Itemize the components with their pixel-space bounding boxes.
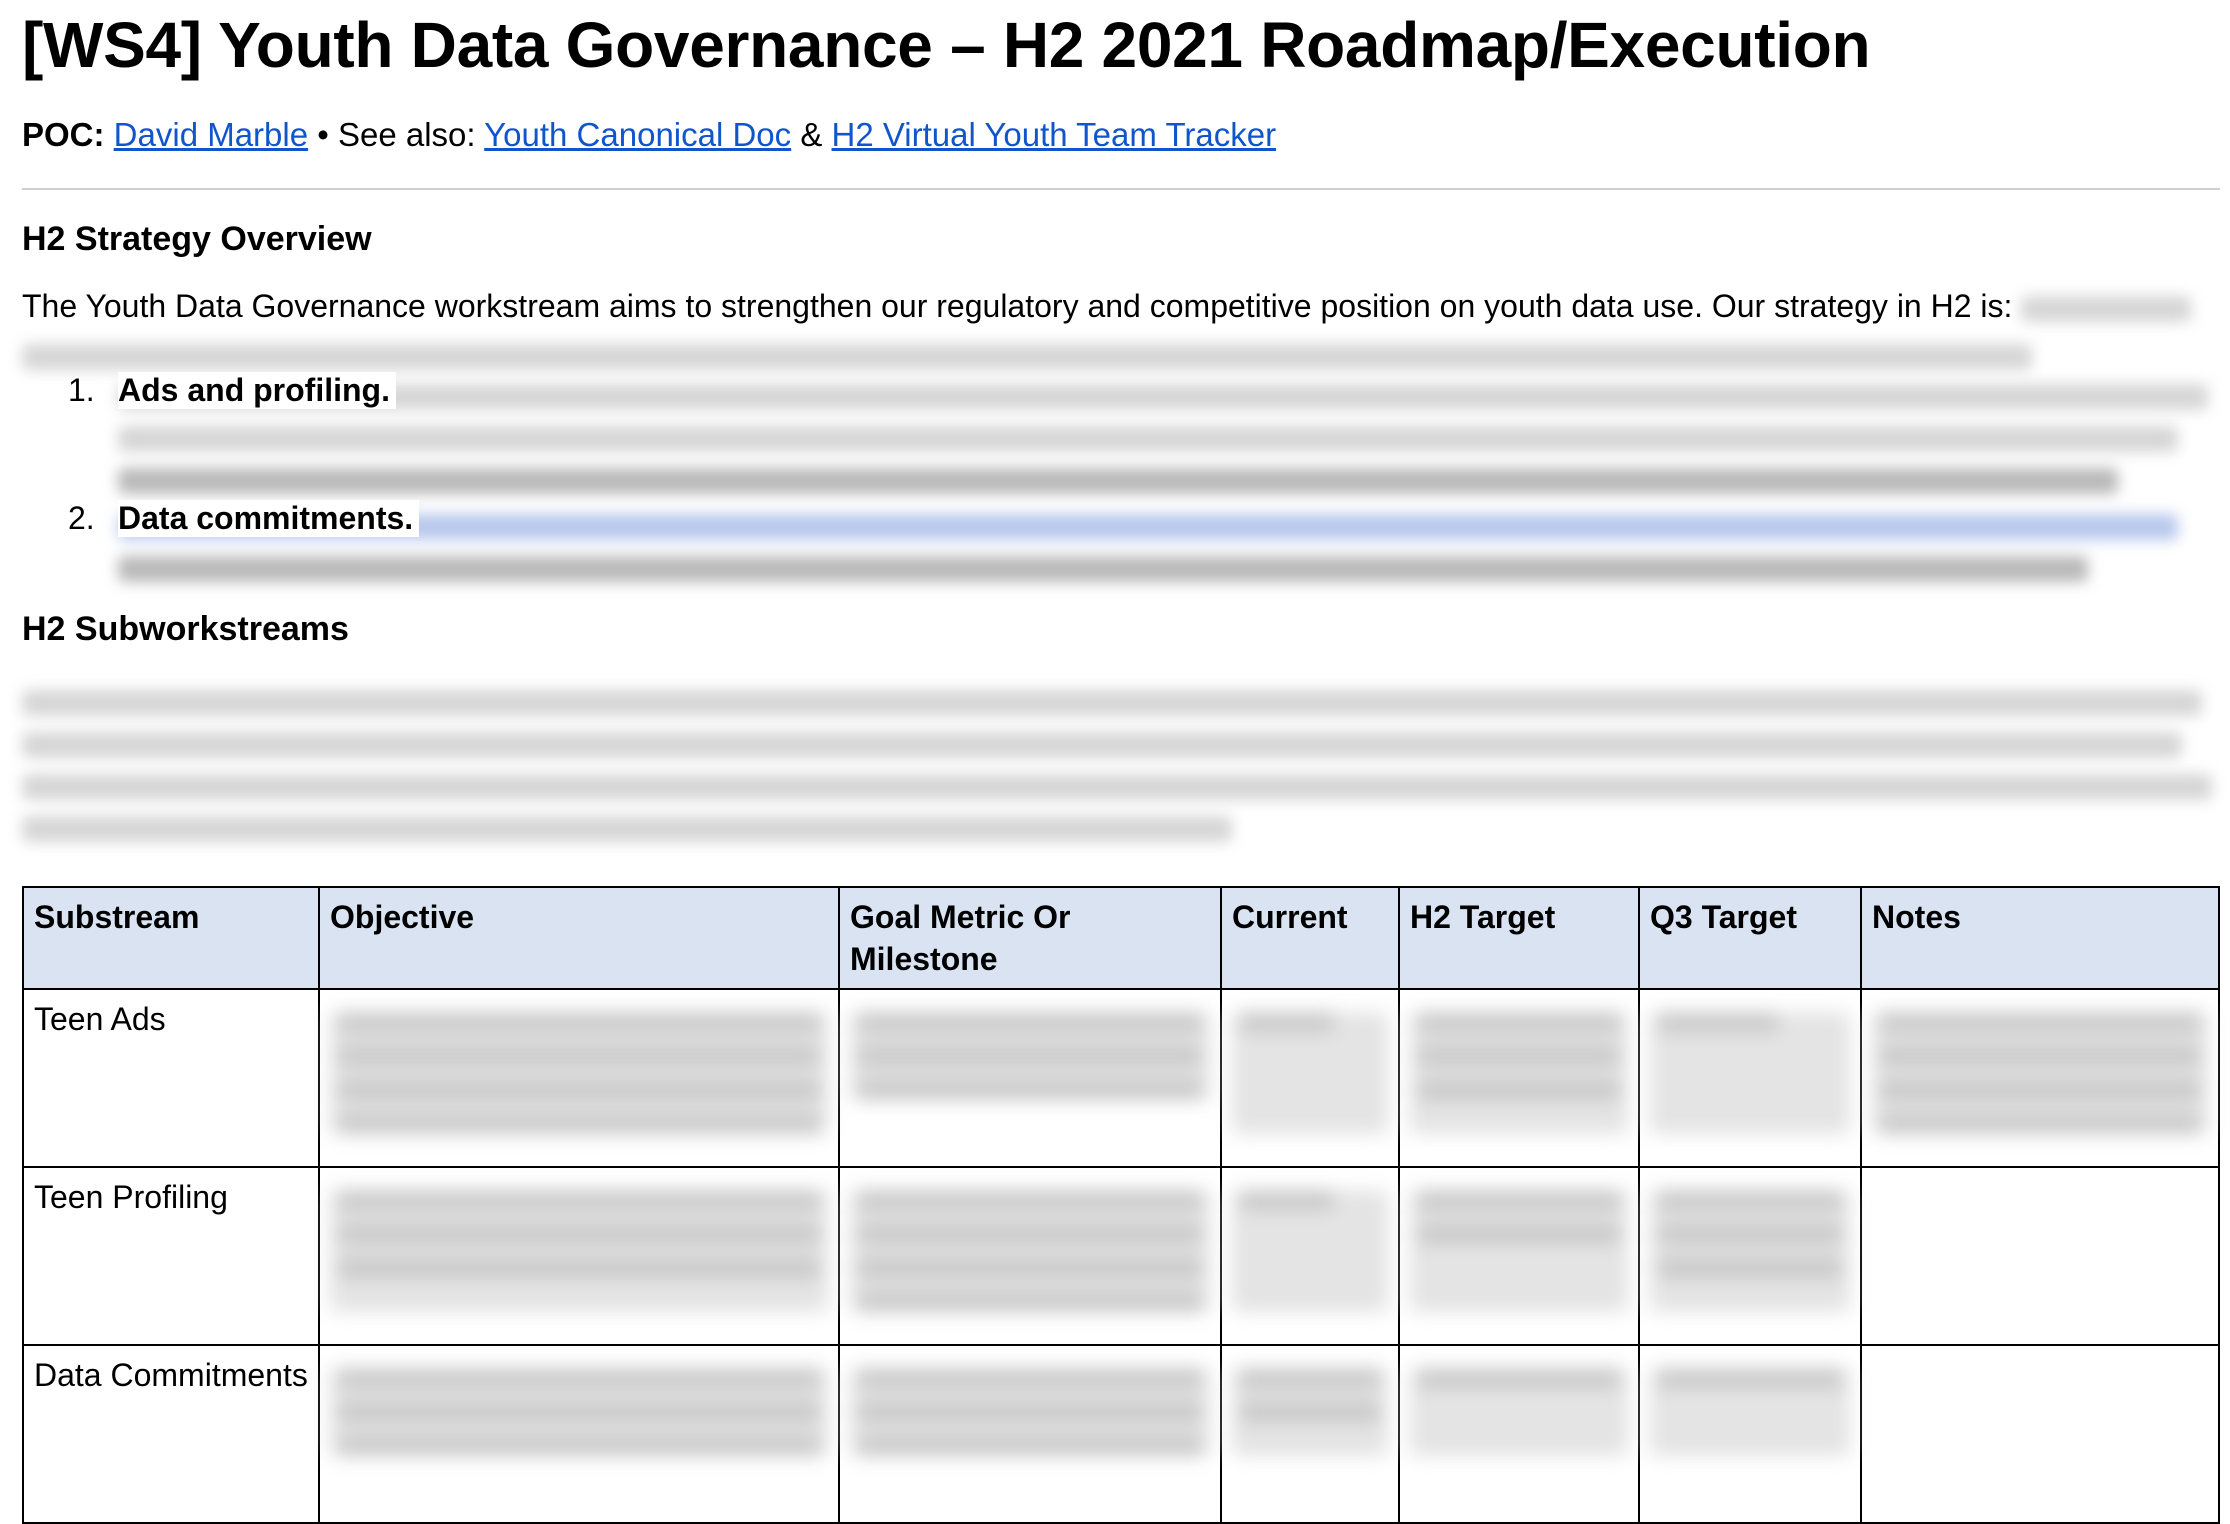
horizontal-divider <box>22 188 2220 190</box>
cell-substream: Teen Profiling <box>23 1167 319 1345</box>
redacted-line <box>22 766 2212 803</box>
column-header-goal-metric: Goal Metric Or Milestone <box>839 887 1221 989</box>
list-item-data-commitments: Data commitments. <box>118 500 419 537</box>
cell-objective-redacted <box>319 1167 839 1345</box>
strategy-intro-cont <box>22 336 2032 373</box>
cell-notes-redacted <box>1861 989 2219 1167</box>
youth-canonical-doc-link[interactable]: Youth Canonical Doc <box>484 116 792 153</box>
virtual-youth-team-tracker-link[interactable]: H2 Virtual Youth Team Tracker <box>831 116 1277 153</box>
redacted-text <box>22 344 2032 370</box>
cell-objective-redacted <box>319 1345 839 1523</box>
poc-label: POC: <box>22 116 105 153</box>
redacted-line <box>22 724 2182 761</box>
redacted-line <box>118 376 2208 413</box>
table-row <box>23 1345 2219 1523</box>
column-header-h2-target: H2 Target <box>1399 887 1639 989</box>
cell-h2-target-redacted <box>1399 1167 1639 1345</box>
column-header-current: Current <box>1221 887 1399 989</box>
subworkstreams-table <box>22 886 2220 1524</box>
cell-objective-redacted <box>319 989 839 1167</box>
cell-substream: Teen Ads <box>23 989 319 1167</box>
strategy-intro-text: The Youth Data Governance workstream aims to strengthen our regulatory and competitive position on youth data use. Our strategy in H2 is: <box>22 288 2013 324</box>
redacted-line <box>118 418 2178 455</box>
subworkstreams-heading: H2 Subworkstreams <box>22 610 349 648</box>
cell-q3-target-redacted <box>1639 1167 1861 1345</box>
page-title: [WS4] Youth Data Governance – H2 2021 Roadmap/Execution <box>22 9 1871 81</box>
redacted-line <box>118 506 2178 543</box>
list-item-ads-profiling: Ads and profiling. <box>118 372 396 409</box>
cell-goal-redacted <box>839 1345 1221 1523</box>
list-number-2: 2. <box>68 500 95 536</box>
cell-current-redacted <box>1221 989 1399 1167</box>
redacted-line <box>118 548 2088 585</box>
ampersand: & <box>800 116 823 153</box>
strategy-heading: H2 Strategy Overview <box>22 220 372 258</box>
cell-notes-empty <box>1861 1345 2219 1523</box>
column-header-notes: Notes <box>1861 887 2219 989</box>
poc-name-link[interactable]: David Marble <box>113 116 309 153</box>
cell-h2-target-redacted <box>1399 989 1639 1167</box>
column-header-substream: Substream <box>23 887 319 989</box>
strategy-intro <box>22 288 2191 325</box>
column-header-objective: Objective <box>319 887 839 989</box>
cell-substream: Data Commitments <box>23 1345 319 1523</box>
cell-q3-target-redacted <box>1639 989 1861 1167</box>
cell-goal-redacted <box>839 989 1221 1167</box>
cell-notes-empty <box>1861 1167 2219 1345</box>
cell-h2-target-redacted <box>1399 1345 1639 1523</box>
cell-current-redacted <box>1221 1167 1399 1345</box>
redacted-line <box>22 808 1232 845</box>
poc-line <box>22 116 1276 154</box>
table-row <box>23 1167 2219 1345</box>
cell-current-redacted <box>1221 1345 1399 1523</box>
column-header-q3-target: Q3 Target <box>1639 887 1861 989</box>
table-header-row <box>23 887 2219 989</box>
table-row <box>23 989 2219 1167</box>
redacted-text <box>2021 296 2191 322</box>
list-number-1: 1. <box>68 372 95 408</box>
redacted-line <box>118 460 2118 497</box>
see-also-label: • See also: <box>317 116 476 153</box>
redacted-line <box>22 682 2202 719</box>
cell-q3-target-redacted <box>1639 1345 1861 1523</box>
cell-goal-redacted <box>839 1167 1221 1345</box>
